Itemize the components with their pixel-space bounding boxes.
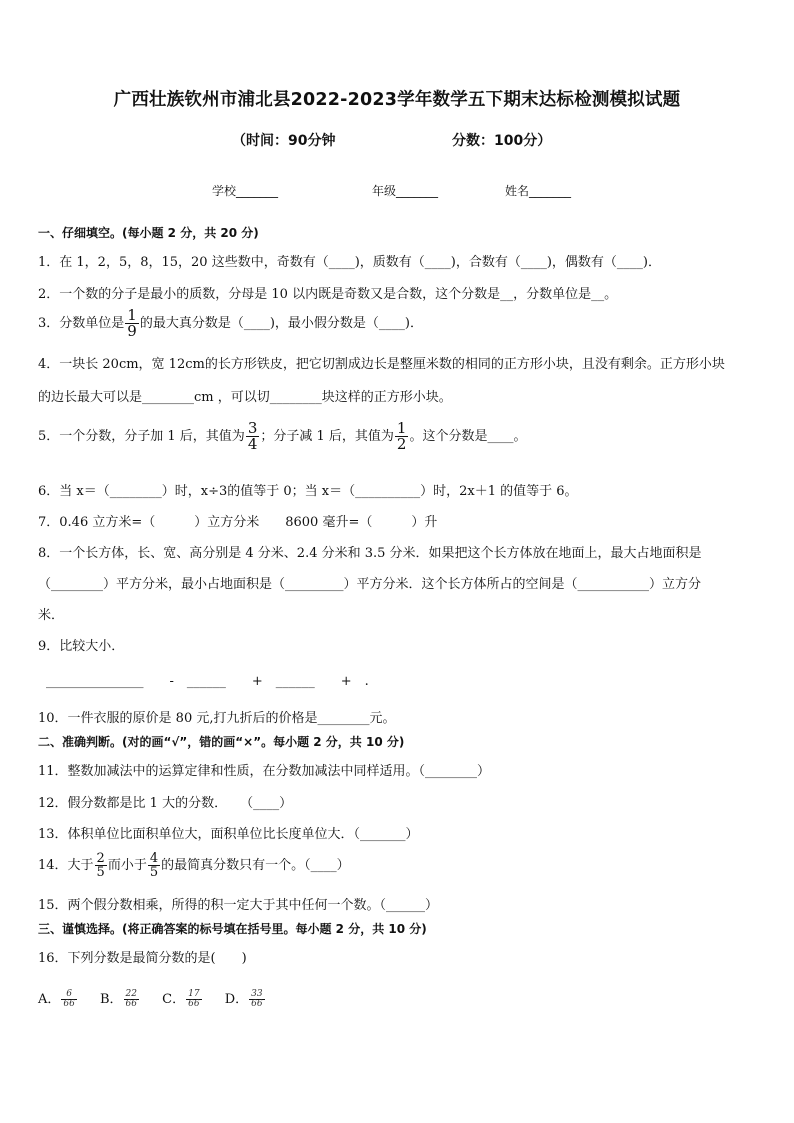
question-2: 2．一个数的分子是最小的质数，分母是 10 以内既是奇数又是合数，这个分数是__，分数单位是__。 bbox=[38, 287, 618, 302]
grade-field: 年级_______ bbox=[372, 184, 439, 198]
option-c-fraction: $\frac{17}{66}$ bbox=[188, 989, 200, 1009]
exam-time: （时间：90分钟 bbox=[232, 133, 336, 149]
question-5 bbox=[38, 421, 526, 452]
question-14-text-c: 的最简真分数只有一个。（____） bbox=[161, 858, 350, 873]
section-3-heading: 三、谨慎选择。(将正确答案的标号填在括号里。每小题 2 分，共 10 分) bbox=[38, 922, 427, 936]
question-4-line-1: 4．一块长 20cm，宽 12cm的长方形铁皮，把它切割成边长是整厘米数的相同的正方形小块，且没有剩余。正方形小块 bbox=[38, 357, 725, 372]
question-14-text-a: 14．大于 bbox=[38, 858, 94, 873]
question-12: 12．假分数都是比 1 大的分数． （____） bbox=[38, 796, 293, 811]
question-10: 10．一件衣服的原价是 80 元,打九折后的价格是________元。 bbox=[38, 711, 396, 726]
name-field: 姓名_______ bbox=[505, 184, 572, 198]
question-1: 1．在 1，2，5，8，15，20 这些数中，奇数有（____)，质数有（____)，合数有（____)，偶数有（____)． bbox=[38, 255, 661, 270]
question-8-line-3: 米． bbox=[38, 608, 65, 623]
page-title: 广西壮族钦州市浦北县2022-2023学年数学五下期末达标检测模拟试题 bbox=[113, 90, 681, 110]
question-3-text-b: 的最大真分数是（____)，最小假分数是（____)． bbox=[139, 316, 423, 331]
fraction-four-fifths: $\frac{4}{5}$ bbox=[149, 851, 159, 880]
option-d-fraction: $\frac{33}{66}$ bbox=[251, 989, 263, 1009]
fraction-one-half: $\frac{1}{2}$ bbox=[396, 419, 407, 453]
question-14-text-b: 而小于 bbox=[107, 858, 147, 873]
section-1-heading: 一、仔细填空。(每小题 2 分，共 20 分) bbox=[38, 226, 259, 240]
question-3-text-a: 3．分数单位是 bbox=[38, 316, 125, 331]
fraction-two-fifths: $\frac{2}{5}$ bbox=[96, 851, 105, 880]
question-5-text-c: 。这个分数是____。 bbox=[409, 429, 527, 444]
question-5-text-b: ；分子减 1 后，其值为 bbox=[260, 429, 394, 444]
question-4-line-2: 的边长最大可以是________cm ，可以切________块这样的正方形小块。 bbox=[38, 390, 452, 405]
question-16: 16．下列分数是最简分数的是( ) bbox=[38, 951, 247, 966]
question-3 bbox=[38, 308, 423, 339]
option-a[interactable]: A． $\frac{6}{66}$ bbox=[38, 989, 75, 1009]
option-d[interactable]: D． $\frac{33}{66}$ bbox=[224, 989, 263, 1009]
question-5-text-a: 5．一个分数，分子加 1 后，其值为 bbox=[38, 429, 245, 444]
question-8-line-2: （________）平方分米，最小占地面积是（_________）平方分米．这个长方体所占的空间是（___________）立方分 bbox=[38, 577, 702, 592]
question-9-blanks: _______________ - ______ + ______ + . bbox=[46, 674, 369, 689]
fraction-one-ninth: $\frac{1}{9}$ bbox=[127, 306, 137, 340]
fraction-three-quarters: $\frac{3}{4}$ bbox=[247, 419, 258, 453]
question-11: 11．整数加减法中的运算定律和性质，在分数加减法中同样适用。（________） bbox=[38, 764, 491, 779]
option-a-fraction: $\frac{6}{66}$ bbox=[63, 989, 75, 1009]
question-7: 7．0.46 立方米=（ ）立方分米 8600 毫升=（ ）升 bbox=[38, 515, 438, 530]
exam-score: 分数：100分） bbox=[452, 133, 552, 149]
option-b-fraction: $\frac{22}{66}$ bbox=[125, 989, 137, 1009]
option-c[interactable]: C． $\frac{17}{66}$ bbox=[162, 989, 200, 1009]
question-8-line-1: 8．一个长方体，长、宽、高分别是 4 分米、2.4 分米和 3.5 分米．如果把这个长方体放在地面上，最大占地面积是 bbox=[38, 546, 702, 561]
question-9: 9．比较大小． bbox=[38, 639, 125, 654]
question-16-options bbox=[38, 988, 266, 1009]
question-14 bbox=[38, 852, 350, 879]
option-b[interactable]: B． $\frac{22}{66}$ bbox=[99, 989, 137, 1009]
question-13: 13．体积单位比面积单位大，面积单位比长度单位大．（_______） bbox=[38, 827, 419, 842]
question-6: 6．当 x＝（________）时，x÷3的值等于 0；当 x＝（__________）时，2x＋1 的值等于 6。 bbox=[38, 484, 578, 499]
question-15: 15．两个假分数相乘，所得的积一定大于其中任何一个数。（______） bbox=[38, 898, 439, 913]
section-2-heading: 二、准确判断。(对的画“√”，错的画“×”。每小题 2 分，共 10 分) bbox=[38, 735, 405, 749]
school-field: 学校_______ bbox=[212, 184, 279, 198]
